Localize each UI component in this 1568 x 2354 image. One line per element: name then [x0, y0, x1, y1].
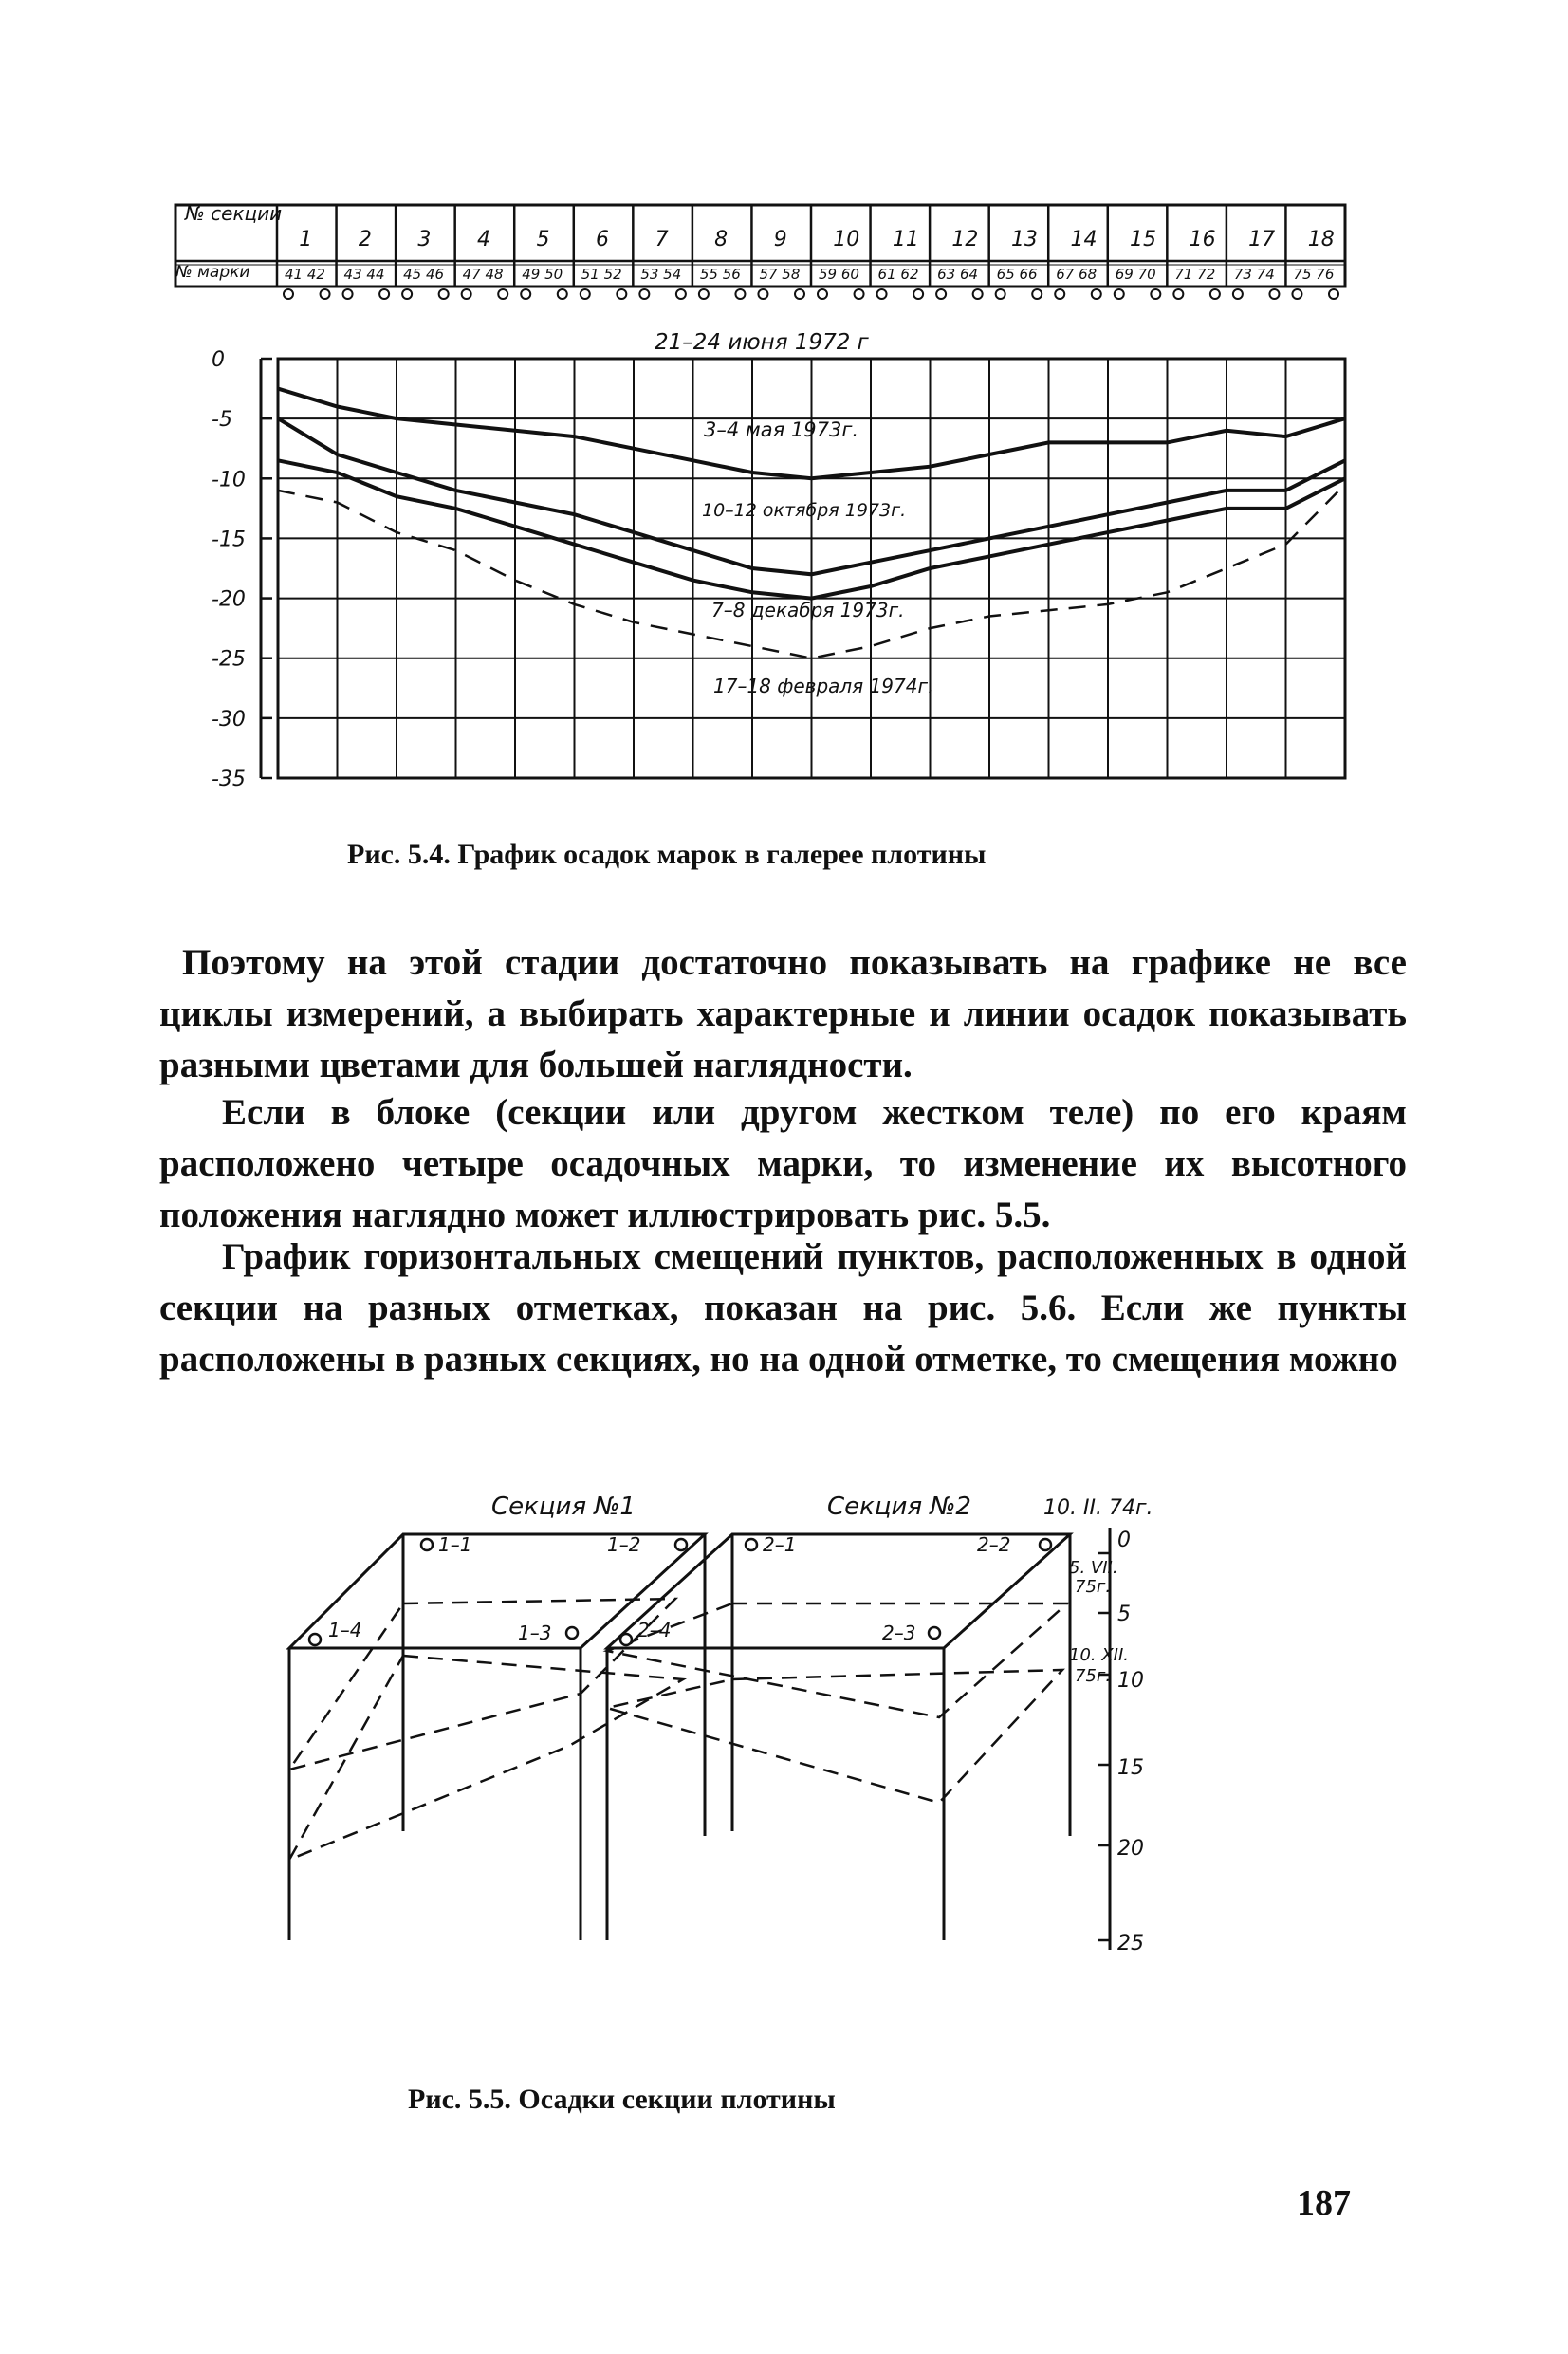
- section-number: 10: [833, 228, 860, 251]
- point-label-1-4: 1–4: [328, 1619, 362, 1641]
- mark-number: 65 66: [996, 266, 1038, 283]
- series-label-may-1973: 3–4 мая 1973г.: [704, 418, 859, 441]
- mark-circle: [402, 289, 412, 299]
- point-label-1-3: 1–3: [518, 1622, 552, 1644]
- mark-number: 57 58: [759, 266, 801, 283]
- mark-1-1: [421, 1539, 433, 1550]
- section-number: 2: [358, 228, 372, 251]
- date-top-label: 10. II. 74г.: [1043, 1496, 1153, 1520]
- point-label-2-2: 2–2: [977, 1533, 1011, 1556]
- mark-number: 55 56: [699, 266, 741, 283]
- mark-circle: [758, 289, 767, 299]
- mark-circle: [699, 289, 709, 299]
- section-number: 7: [655, 228, 669, 251]
- section2-title: Секция №2: [827, 1492, 971, 1521]
- mark-circle: [1329, 289, 1338, 299]
- section-settlement-diagram: [0, 1461, 1568, 1993]
- mark-2-1: [746, 1539, 757, 1550]
- y-axis: [212, 348, 272, 791]
- mark-circle: [521, 289, 530, 299]
- mark-number: 61 62: [877, 266, 919, 283]
- mark-number: 45 46: [403, 266, 445, 283]
- mark-circle: [735, 289, 745, 299]
- mark-circle: [1173, 289, 1183, 299]
- mark-2-3: [929, 1627, 940, 1639]
- mark-circle: [913, 289, 923, 299]
- mark-circle: [379, 289, 389, 299]
- y-tick-label: 0: [212, 348, 225, 372]
- series-label-oct-1973: 10–12 октября 1973г.: [702, 500, 907, 521]
- date-mid1-year: 75г.: [1075, 1577, 1112, 1597]
- mark-2-2: [1040, 1539, 1051, 1550]
- mark-circle: [617, 289, 626, 299]
- y-tick-label: -25: [212, 647, 246, 672]
- point-label-1-2: 1–2: [607, 1533, 641, 1556]
- section-number: 16: [1189, 228, 1216, 251]
- section-number: 4: [476, 228, 490, 251]
- paragraph-3: График горизонтальных смещений пунктов, расположенных в одной секции на разных отметках, показан на рис. 5.6. Если же пункты расположены в разных секциях, но на одной отметке, то смещения можно: [159, 1236, 1407, 1380]
- row-label-section-no: № секции: [185, 202, 283, 225]
- section-number: 6: [596, 228, 610, 251]
- scale-tick-0: 0: [1117, 1529, 1131, 1552]
- mark-circle: [936, 289, 946, 299]
- y-tick-label: -10: [212, 468, 246, 492]
- mark-circle: [1092, 289, 1101, 299]
- section-number: 15: [1130, 228, 1157, 251]
- mark-1-3: [566, 1627, 578, 1639]
- section1-title: Секция №1: [491, 1492, 636, 1521]
- section1-plane-2: [289, 1656, 683, 1860]
- mark-circle: [1292, 289, 1301, 299]
- mark-number: 41 42: [285, 266, 325, 283]
- mark-circle: [676, 289, 686, 299]
- section2-plane-1: [607, 1603, 1067, 1717]
- mark-circle: [498, 289, 507, 299]
- mark-number: 43 44: [343, 266, 385, 283]
- mark-number: 59 60: [819, 266, 859, 283]
- section-number: 3: [417, 228, 432, 251]
- date-mid2-year: 75г.: [1075, 1666, 1112, 1686]
- mark-circle: [462, 289, 471, 299]
- section-number: 8: [714, 228, 729, 251]
- mark-2-4: [620, 1634, 632, 1645]
- point-label-1-1: 1–1: [438, 1533, 472, 1556]
- section2-plane-2: [607, 1670, 1062, 1803]
- section-number: 18: [1307, 228, 1335, 251]
- mark-circle: [1151, 289, 1160, 299]
- mark-number: 63 64: [937, 266, 979, 283]
- mark-circle: [343, 289, 353, 299]
- point-label-2-3: 2–3: [882, 1622, 916, 1644]
- mark-1-4: [309, 1634, 321, 1645]
- mark-number: 69 70: [1115, 266, 1156, 283]
- mark-number: 53 54: [640, 266, 682, 283]
- point-label-2-4: 2–4: [637, 1619, 672, 1641]
- mark-number: 47 48: [462, 266, 504, 283]
- section-number: 11: [892, 228, 919, 251]
- y-tick-label: -15: [212, 528, 246, 552]
- mark-circle: [284, 289, 293, 299]
- section-number: 12: [951, 228, 979, 251]
- section-number: 13: [1010, 228, 1038, 251]
- mark-circle: [855, 289, 864, 299]
- mark-number: 51 52: [581, 266, 622, 283]
- row-label-mark-no: № марки: [175, 263, 250, 282]
- mark-circle: [639, 289, 649, 299]
- mark-circle: [558, 289, 567, 299]
- paragraph-1: Поэтому на этой стадии достаточно показывать на графике не все циклы измерений, а выбирать характерные и линии осадок показывать разными цветами для большей наглядности.: [159, 942, 1407, 1085]
- mark-circle: [1115, 289, 1124, 299]
- mark-circle: [1032, 289, 1042, 299]
- figure-caption-5-4: Рис. 5.4. График осадок марок в галерее плотины: [347, 839, 987, 870]
- mark-circle: [996, 289, 1005, 299]
- mark-circle: [877, 289, 887, 299]
- mark-circle: [321, 289, 330, 299]
- mark-circle: [795, 289, 804, 299]
- paragraph-2: Если в блоке (секции или другом жестком теле) по его краям расположено четыре осадочных марки, то изменение их высотного положения наглядно может иллюстрировать рис. 5.5.: [159, 1092, 1407, 1235]
- mark-circle: [439, 289, 449, 299]
- mark-circle: [1233, 289, 1243, 299]
- date-mid1-label: 5. VII.: [1069, 1558, 1118, 1578]
- y-tick-label: -5: [212, 408, 232, 433]
- page-number: 187: [1297, 2183, 1351, 2223]
- scale-tick-25: 25: [1117, 1932, 1144, 1955]
- section-number: 1: [299, 228, 313, 251]
- mark-number: 73 74: [1233, 266, 1275, 283]
- top-date-label: 21–24 июня 1972 г: [655, 330, 869, 355]
- date-mid2-label: 10. XII.: [1069, 1645, 1130, 1665]
- mark-number: 75 76: [1293, 266, 1335, 283]
- scale-tick-10: 10: [1117, 1669, 1144, 1693]
- settlement-chart: [0, 0, 1568, 835]
- y-tick-label: -30: [212, 707, 246, 732]
- figure-caption-5-5: Рис. 5.5. Осадки секции плотины: [408, 2084, 836, 2115]
- point-label-2-1: 2–1: [763, 1533, 797, 1556]
- mark-circle: [1055, 289, 1064, 299]
- section-number: 9: [773, 228, 787, 251]
- mark-circle: [581, 289, 590, 299]
- mark-circle: [1269, 289, 1279, 299]
- y-tick-label: -20: [212, 587, 246, 612]
- scale-tick-20: 20: [1117, 1837, 1144, 1861]
- mark-circle: [818, 289, 827, 299]
- y-tick-label: -35: [212, 768, 246, 791]
- section-number: 14: [1070, 228, 1098, 251]
- mark-number: 67 68: [1056, 266, 1098, 283]
- header-table: [175, 205, 1345, 299]
- scale-tick-5: 5: [1117, 1603, 1131, 1626]
- mark-number: 49 50: [522, 266, 563, 283]
- series-label-feb-1974: 17–18 февраля 1974г.: [713, 675, 934, 697]
- mark-number: 71 72: [1174, 266, 1216, 283]
- mark-circle: [1210, 289, 1220, 299]
- section-number: 17: [1248, 228, 1276, 251]
- mark-1-2: [675, 1539, 687, 1550]
- mark-circle: [973, 289, 983, 299]
- series-label-dec-1973: 7–8 декабря 1973г.: [711, 599, 905, 621]
- scale-tick-15: 15: [1117, 1756, 1144, 1780]
- section-number: 5: [536, 228, 550, 251]
